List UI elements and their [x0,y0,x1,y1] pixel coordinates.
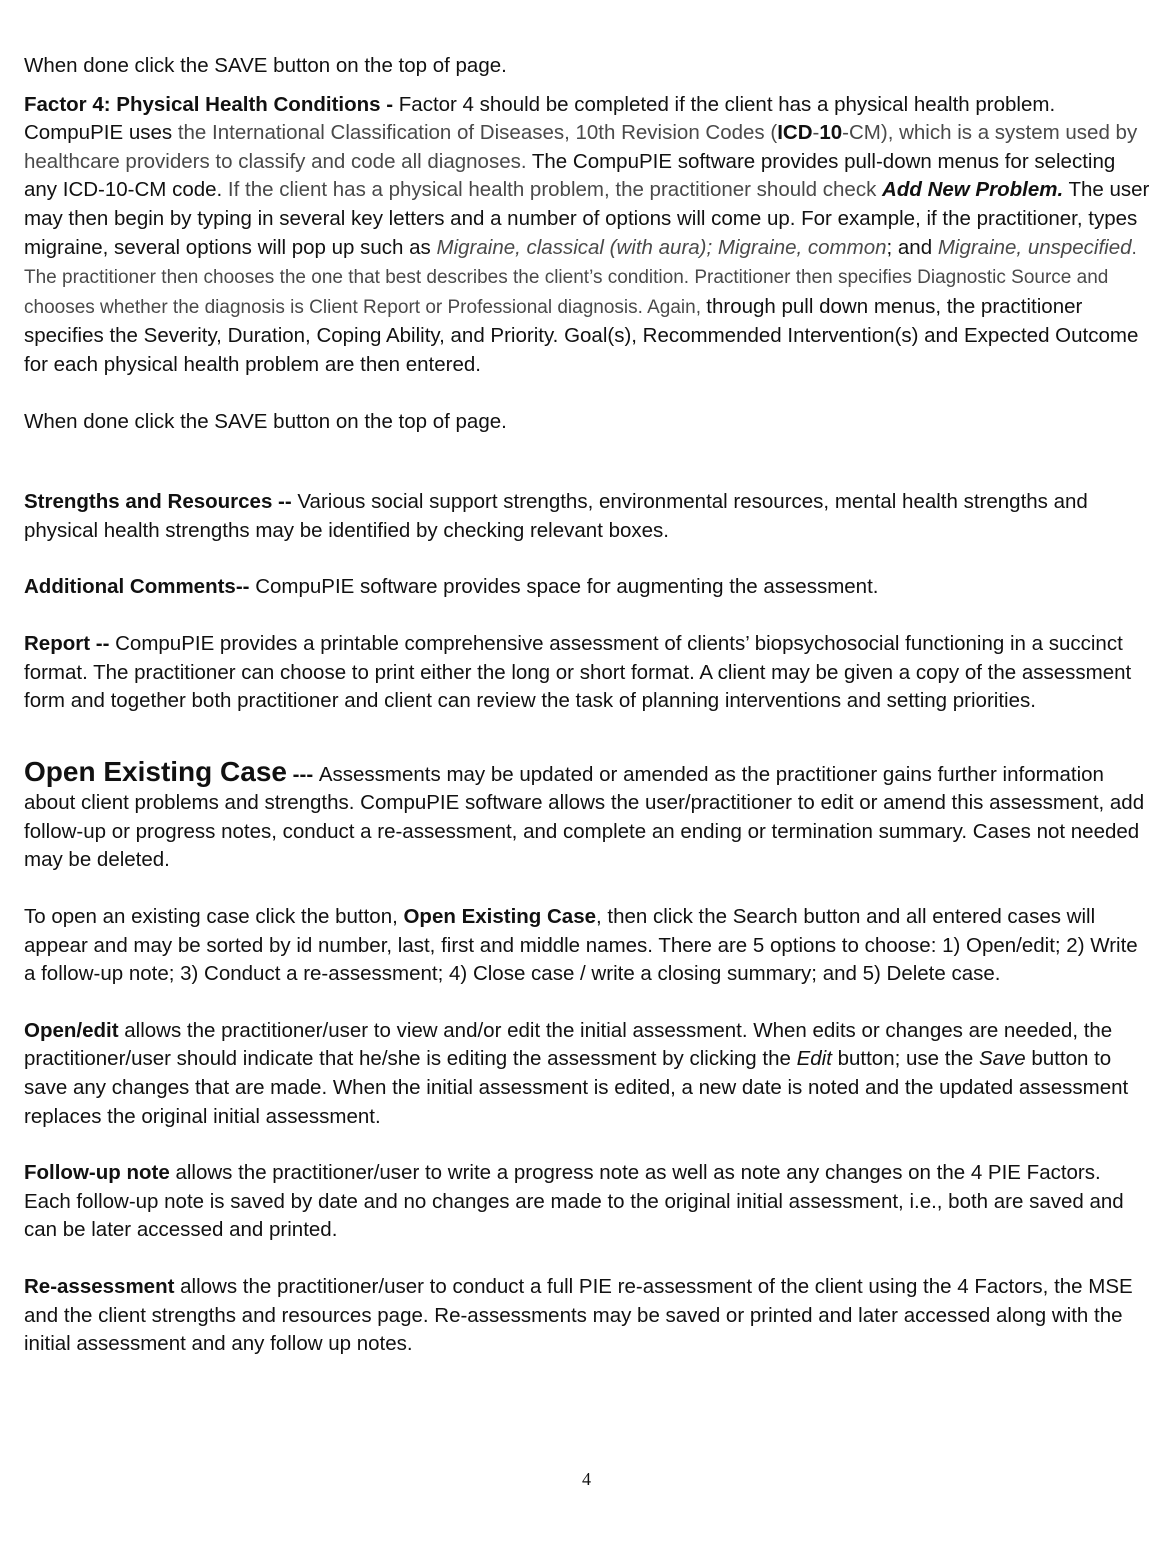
reassessment-paragraph: Re-assessment allows the practitioner/user to conduct a full PIE re-assessment of the client using the 4 Factors, the MSE and the client strengths and resources page. Re-assessments may be saved or printed and later accessed along with the initial assessment and any follow up notes. [24,1275,1133,1356]
followup-paragraph: Follow-up note allows the practitioner/user to write a progress note as well as note any changes on the 4 PIE Factors. Each follow-up note is saved by date and no changes are made to the original initial assessment, i.e., both are saved and can be later accessed and printed. [24,1161,1124,1242]
report-heading: Report -- [24,631,116,655]
document-page [24,52,1152,1359]
open-edit-heading: Open/edit [24,1018,119,1042]
strengths-heading: Strengths and Resources -- [24,490,298,514]
strengths-paragraph: Strengths and Resources -- Various social support strengths, environmental resources, mental health strengths and physical health strengths may be identified by checking relevant boxes. [24,490,1088,542]
comments-heading: Additional Comments-- [24,575,256,599]
open-existing-heading: Open Existing Case [24,755,287,787]
save-instruction-1: When done click the SAVE button on the top of page. [24,54,507,77]
factor-4-paragraph: Factor 4: Physical Health Conditions - Factor 4 should be completed if the client has a physical health problem. CompuPIE uses the International Classification of Diseases, 10th Revision Codes (ICD-10-CM), which is a system used by healthcare providers to classify and code all diagnoses. The CompuPIE software provides pull-down menus for selecting any ICD-10-CM code. If the client has a physical health problem, the practitioner should check Add New Problem. The user may then begin by typing in several key letters and a number of options will come up. For example, if the practitioner, types migraine, several options will pop up such as Migraine, classical (with aura); Migraine, common; and Migraine, unspecified. The practitioner then chooses the one that best describes the client’s condition. Practitioner then specifies Diagnostic Source and chooses whether the diagnosis is Client Report or Professional diagnosis. Again, through pull down menus, the practitioner specifies the Severity, Duration, Coping Ability, and Priority. Goal(s), Recommended Intervention(s) and Expected Outcome for each physical health problem are then entered. [24,92,1150,376]
open-existing-case-label: Open Existing Case [403,905,597,929]
open-edit-paragraph: Open/edit allows the practitioner/user to view and/or edit the initial assessment. When edits or changes are needed, the practitioner/user should indicate that he/she is editing the assessment by clicking the Edit button; use the Save button to save any changes that are made. When the initial assessment is edited, a new date is noted and the updated assessment replaces the original initial assessment. [24,1018,1129,1128]
open-existing-paragraph: Open Existing Case --- Assessments may be updated or amended as the practitioner gains further information about client problems and strengths. CompuPIE software allows the user/practitioner to edit or amend this assessment, add follow-up or progress notes, conduct a re-assessment, and complete an ending or termination summary. Cases not needed may be deleted. [24,755,1145,872]
followup-heading: Follow-up note [24,1161,170,1185]
add-new-problem-label: Add New Problem. [882,178,1064,202]
comments-paragraph: Additional Comments-- CompuPIE software provides space for augmenting the assessment. [24,575,879,599]
reassessment-heading: Re-assessment [24,1275,175,1298]
save-instruction-2: When done click the SAVE button on the top of page. [24,409,507,433]
factor-4-heading: Factor 4: Physical Health Conditions - [24,92,399,116]
page-number: 4 [582,1469,591,1489]
to-open-paragraph: To open an existing case click the button, Open Existing Case, then click the Search button and all entered cases will appear and may be sorted by id number, last, first and middle names. There are 5 options to choose: 1) Open/edit; 2) Write a follow-up note; 3) Conduct a re-assessment; 4) Close case / write a closing summary; and 5) Delete case. [24,905,1138,986]
report-paragraph: Report -- CompuPIE provides a printable comprehensive assessment of clients’ biopsychosocial functioning in a succinct format. The practitioner can choose to print either the long or short format. A client may be given a copy of the assessment form and together both practitioner and client can review the task of planning interventions and setting priorities. [24,631,1132,713]
